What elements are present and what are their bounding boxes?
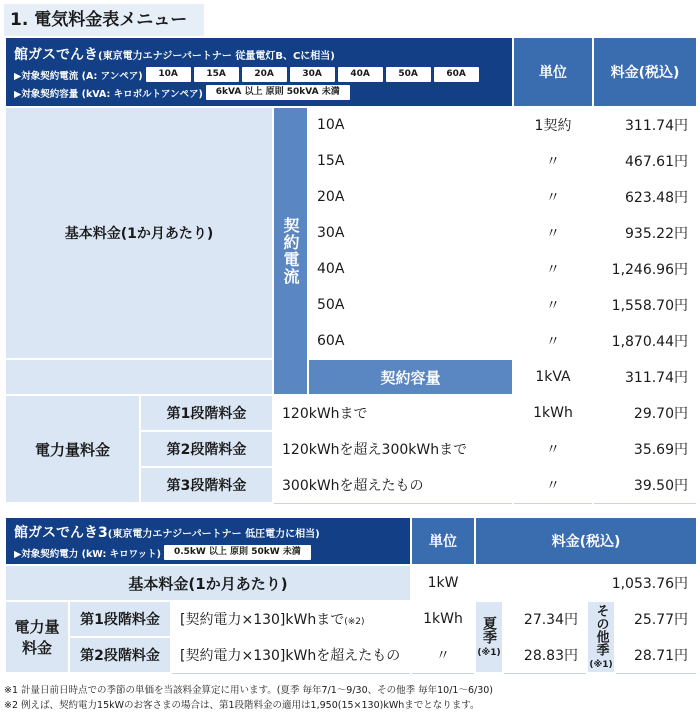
capacity-spacer [5, 359, 273, 395]
tier-label: 第3段階料金 [140, 467, 273, 503]
tier-description: [契約電力×130]kWhを超えたもの [171, 637, 411, 673]
rate-table-1-body [4, 36, 698, 504]
tier-label: 第1段階料金 [69, 601, 171, 637]
price-cell: 1,246.96円 [593, 251, 697, 287]
tier-label: 第2段階料金 [140, 431, 273, 467]
unit-header: 単位 [513, 37, 593, 107]
tier-description: 120kWhを超え300kWhまで [273, 431, 513, 467]
unit-cell: 〃 [513, 143, 593, 179]
unit-cell: 〃 [513, 251, 593, 287]
amp-chip: 60A [434, 67, 479, 82]
price-cell: 1,053.76円 [475, 565, 697, 601]
unit-cell: 〃 [513, 215, 593, 251]
amp-row-label: 50A [308, 287, 513, 323]
price-cell: 1,870.44円 [593, 323, 697, 359]
unit-cell: 〃 [411, 637, 475, 673]
unit-cell: 1契約 [513, 107, 593, 143]
tier-label: 第1段階料金 [140, 395, 273, 431]
power-chip: 0.5kW 以上 原則 50kW 未満 [164, 545, 311, 560]
summer-price-cell: 28.83円 [503, 637, 587, 673]
plan-name: 館ガスでんき3 [14, 525, 108, 541]
other-price-cell: 25.77円 [615, 601, 697, 637]
amp-chip: 15A [194, 67, 239, 82]
amp-chip: 10A [146, 67, 191, 82]
amp-chip: 40A [338, 67, 383, 82]
footnote-2: ※2 例えば、契約電力15kWのお客さまの場合は、第1段階料金の適用は1,950(15×130)kWhまでとなります。 [4, 700, 480, 711]
amp-row-label: 10A [308, 107, 513, 143]
unit-cell: 〃 [513, 431, 593, 467]
page-title: 1. 電気料金表メニュー [4, 4, 204, 36]
price-cell: 29.70円 [593, 395, 697, 431]
amp-chip: 50A [386, 67, 431, 82]
rate-table-2 [4, 516, 698, 674]
energy-charge-label: 電力量料金 [5, 601, 69, 673]
amp-row-label: 15A [308, 143, 513, 179]
summer-label: 夏季 (※1) [475, 601, 503, 673]
price-cell: 935.22円 [593, 215, 697, 251]
plan-subtitle: (東京電力エナジーパートナー 低圧電力に相当) [107, 529, 320, 540]
energy-charge-label: 電力量料金 [5, 395, 140, 503]
tier-description: [契約電力×130]kWhまで(※2) [171, 601, 411, 637]
capacity-label: 契約容量 [308, 359, 513, 395]
tier-description: 300kWhを超えたもの [273, 467, 513, 503]
plan-header-2 [5, 517, 411, 565]
amp-row-label: 60A [308, 323, 513, 359]
price-cell: 35.69円 [593, 431, 697, 467]
unit-cell: 〃 [513, 323, 593, 359]
unit-header: 単位 [411, 517, 475, 565]
unit-cell: 〃 [513, 179, 593, 215]
price-header: 料金(税込) [593, 37, 697, 107]
amp-row-label: 40A [308, 251, 513, 287]
price-header: 料金(税込) [475, 517, 697, 565]
price-cell: 39.50円 [593, 467, 697, 503]
plan-subtitle: (東京電力エナジーパートナー 従量電灯B、Cに相当) [98, 51, 335, 62]
capacity-chip: 6kVA 以上 原則 50kVA 未満 [206, 85, 350, 100]
tier-description: 120kWhまで [273, 395, 513, 431]
unit-cell: 1kW [411, 565, 475, 601]
contract-current-vertical: 契約電流 [273, 107, 308, 395]
price-cell: 1,558.70円 [593, 287, 697, 323]
footnote-ref: (※2) [344, 617, 365, 627]
price-cell: 623.48円 [593, 179, 697, 215]
contract-capacity-label: ▶対象契約容量 (kVA: キロボルトアンペア) [14, 88, 203, 100]
price-cell: 467.61円 [593, 143, 697, 179]
footnote-1: ※1 計量日前日時点での季節の単価を当該料金算定に用います。(夏季 毎年7/1〜9/30、その他季 毎年10/1〜6/30) [4, 685, 494, 696]
price-cell: 311.74円 [593, 359, 697, 395]
other-price-cell: 28.71円 [615, 637, 697, 673]
other-season-label: その他季 (※1) [587, 601, 615, 673]
footnotes [4, 683, 696, 713]
unit-cell: 〃 [513, 467, 593, 503]
contract-current-label: ▶対象契約電流 (A: アンペア) [14, 70, 143, 82]
amp-row-label: 20A [308, 179, 513, 215]
tier-label: 第2段階料金 [69, 637, 171, 673]
amp-chip: 30A [290, 67, 335, 82]
unit-cell: 1kWh [411, 601, 475, 637]
summer-price-cell: 27.34円 [503, 601, 587, 637]
unit-cell: 1kWh [513, 395, 593, 431]
amp-row-label: 30A [308, 215, 513, 251]
basic-charge-label: 基本料金(1か月あたり) [5, 565, 411, 601]
contract-power-label: ▶対象契約電力 (kW: キロワット) [14, 548, 161, 560]
plan-header-1 [5, 37, 513, 107]
basic-charge-label: 基本料金(1か月あたり) [5, 107, 273, 359]
price-cell: 311.74円 [593, 107, 697, 143]
unit-cell: 1kVA [513, 359, 593, 395]
plan-name: 館ガスでんき [14, 47, 98, 63]
amp-chip: 20A [242, 67, 287, 82]
unit-cell: 〃 [513, 287, 593, 323]
